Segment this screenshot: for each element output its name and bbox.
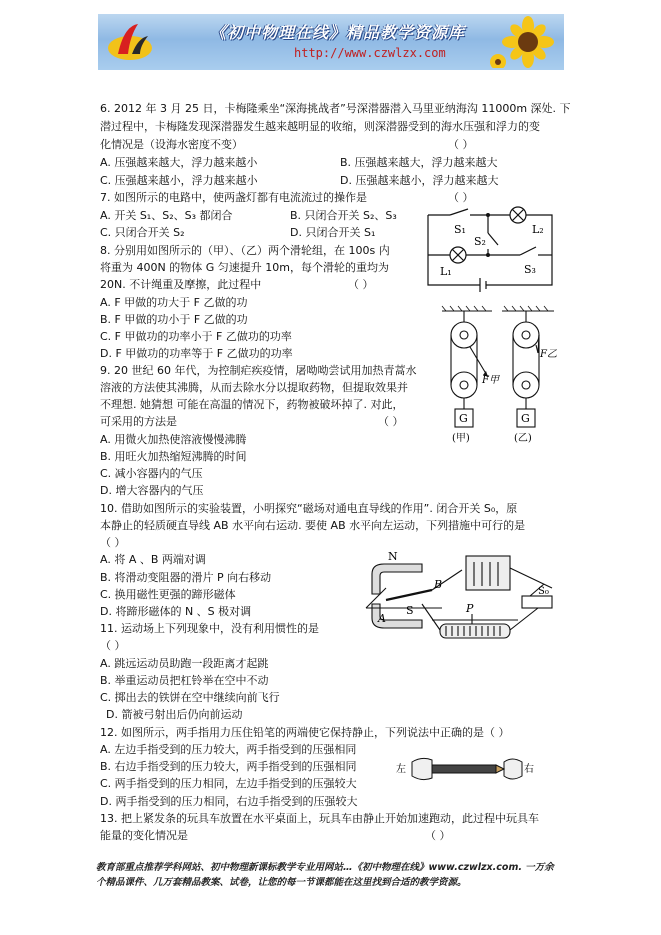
pencil-fingers-diagram [392, 750, 542, 790]
q11-option-b[interactable]: B. 举重运动员把杠铃举在空中不动 [100, 674, 269, 687]
magnet-apparatus-diagram [362, 548, 562, 652]
q12-option-b[interactable]: B. 右边手指受到的压力较大，两手指受到的压强相同 [100, 760, 357, 773]
q9-line3: 不理想. 她猜想 可能在高温的情况下，药物被破坏掉了. 对此， [100, 398, 404, 411]
q8-option-b[interactable]: B. F 甲做的功小于 F 乙做的功 [100, 313, 248, 326]
label-left: 左 [396, 764, 406, 775]
q9-option-b[interactable]: B. 用旺火加热缩短沸腾的时间 [100, 450, 247, 463]
q8-line2: 将重为 400N 的物体 G 匀速提升 10m，每个滑轮的重均为 [100, 261, 389, 274]
label-l1: L₁ [440, 265, 452, 278]
q8-line3: 20N. 不计绳重及摩擦，此过程中 [100, 278, 262, 291]
q11-paren[interactable]: （ ） [100, 639, 126, 652]
banner-url[interactable]: http://www.czwlzx.com [294, 46, 446, 60]
q7-answer-paren[interactable]: （ ） [448, 191, 474, 204]
q10-option-d[interactable]: D. 将蹄形磁体的 N 、S 极对调 [100, 605, 252, 618]
q11-option-a[interactable]: A. 跳远运动员助跑一段距离才起跳 [100, 657, 269, 670]
label-f-yi: F乙 [540, 349, 557, 360]
q12-option-a[interactable]: A. 左边手指受到的压力较大，两手指受到的压强相同 [100, 743, 357, 756]
q12-option-d[interactable]: D. 两手指受到的压力相同，右边手指受到的压强较大 [100, 795, 358, 808]
footer-line1: 教育部重点推荐学科网站、初中物理新课标教学专业用网站…《初中物理在线》www.czwlzx.com. 一万余 [96, 862, 554, 873]
label-l2: L₂ [532, 223, 544, 236]
q10-option-c[interactable]: C. 换用磁性更强的蹄形磁体 [100, 588, 236, 601]
q12-line1: 12. 如图所示，两手指用力压住铅笔的两端使它保持静止，下列说法中正确的是（ ） [100, 726, 510, 739]
q6-option-b[interactable]: B. 压强越来越大，浮力越来越大 [340, 156, 498, 169]
header-banner [98, 14, 564, 70]
label-g-jia: G [459, 412, 468, 425]
q11-option-d[interactable]: D. 箭被弓射出后仍向前运动 [106, 708, 243, 721]
label-p: P [466, 602, 474, 615]
q13-answer-paren[interactable]: （ ） [425, 829, 451, 842]
label-f-jia: F甲 [482, 375, 499, 386]
label-b: B [434, 578, 443, 591]
q11-line1: 11. 运动场上下列现象中，没有利用惯性的是 [100, 622, 319, 635]
q10-option-a[interactable]: A. 将 A 、B 两端对调 [100, 553, 206, 566]
q6-option-d[interactable]: D. 压强越来越小，浮力越来越大 [340, 174, 499, 187]
site-logo [104, 20, 156, 64]
q9-line2: 溶液的方法使其沸腾，从而去除水分以提取药物，但提取效果并 [100, 381, 408, 394]
circuit-diagram [420, 205, 560, 301]
label-right: 右 [524, 764, 534, 775]
q10-option-b[interactable]: B. 将滑动变阻器的滑片 P 向右移动 [100, 571, 272, 584]
q7-option-b[interactable]: B. 只闭合开关 S₂、S₃ [290, 209, 397, 222]
label-s3: S₃ [524, 263, 536, 276]
q9-option-d[interactable]: D. 增大容器内的气压 [100, 484, 204, 497]
sunflower-icon [490, 16, 560, 68]
label-n: N [388, 550, 398, 563]
q7-line1: 7. 如图所示的电路中，使两盏灯都有电流流过的操作是 [100, 191, 367, 204]
q8-option-a[interactable]: A. F 甲做的功大于 F 乙做的功 [100, 296, 248, 309]
pulley-diagram [438, 305, 560, 445]
label-a: A [378, 612, 386, 625]
q7-option-d[interactable]: D. 只闭合开关 S₁ [290, 226, 376, 239]
q6-line2: 潜过程中，卡梅隆发现深潜器发生越来越明显的收缩，则深潜器受到的海水压强和浮力的变 [100, 120, 540, 133]
q11-option-c[interactable]: C. 掷出去的铁饼在空中继续向前飞行 [100, 691, 280, 704]
q12-option-c[interactable]: C. 两手指受到的压力相同，左边手指受到的压强较大 [100, 777, 357, 790]
q10-line2: 本静止的轻质硬直导线 AB 水平向右运动. 要使 AB 水平向左运动，下列措施中可行的是 [100, 519, 526, 532]
q10-line1: 10. 借助如图所示的实验装置，小明探究“磁场对通电直导线的作用”. 闭合开关 S₀，原 [100, 502, 518, 515]
q6-option-a[interactable]: A. 压强越来越大，浮力越来越小 [100, 156, 258, 169]
q10-paren[interactable]: （ ） [100, 536, 126, 549]
q9-answer-paren[interactable]: （ ） [378, 415, 404, 428]
banner-title: 《初中物理在线》精品教学资源库 [210, 23, 466, 42]
q6-line1: 6. 2012 年 3 月 25 日，卡梅隆乘坐“深海挑战者”号深潜器潜入马里亚纳海沟 11000m 深处. 下 [100, 102, 571, 115]
q8-option-d[interactable]: D. F 甲做功的功率等于 F 乙做功的功率 [100, 347, 293, 360]
q9-option-a[interactable]: A. 用微火加热使溶液慢慢沸腾 [100, 433, 247, 446]
label-jia: (甲) [452, 433, 470, 444]
label-g-yi: G [521, 412, 530, 425]
q7-option-c[interactable]: C. 只闭合开关 S₂ [100, 226, 185, 239]
q8-option-c[interactable]: C. F 甲做功的功率小于 F 乙做功的功率 [100, 330, 292, 343]
q6-option-c[interactable]: C. 压强越来越小，浮力越来越小 [100, 174, 258, 187]
q6-line3: 化情况是（设海水密度不变） [100, 138, 243, 151]
footer-line2: 个精品课件、几万套精品教案、试卷，让您的每一节课都能在这里找到合适的教学资源。 [96, 877, 467, 888]
label-s: S [406, 604, 414, 617]
q8-answer-paren[interactable]: （ ） [348, 278, 374, 291]
q6-answer-paren[interactable]: （ ） [448, 138, 474, 151]
page-footer [96, 860, 576, 890]
q9-line4: 可采用的方法是 [100, 415, 177, 428]
label-s1: S₁ [454, 223, 466, 236]
q13-line2: 能量的变化情况是 [100, 829, 188, 842]
q7-option-a[interactable]: A. 开关 S₁、S₂、S₃ 都闭合 [100, 209, 233, 222]
label-s2: S₂ [474, 235, 486, 248]
q9-option-c[interactable]: C. 减小容器内的气压 [100, 467, 203, 480]
label-s0: S₀ [538, 586, 549, 597]
q9-line1: 9. 20 世纪 60 年代，为控制疟疾疫情，屠呦呦尝试用加热青蒿水 [100, 364, 417, 377]
label-yi: (乙) [514, 433, 532, 444]
q13-line1: 13. 把上紧发条的玩具车放置在水平桌面上，玩具车由静止开始加速跑动，此过程中玩具车 [100, 812, 539, 825]
q8-line1: 8. 分别用如图所示的（甲）、（乙）两个滑轮组，在 100s 内 [100, 244, 390, 257]
